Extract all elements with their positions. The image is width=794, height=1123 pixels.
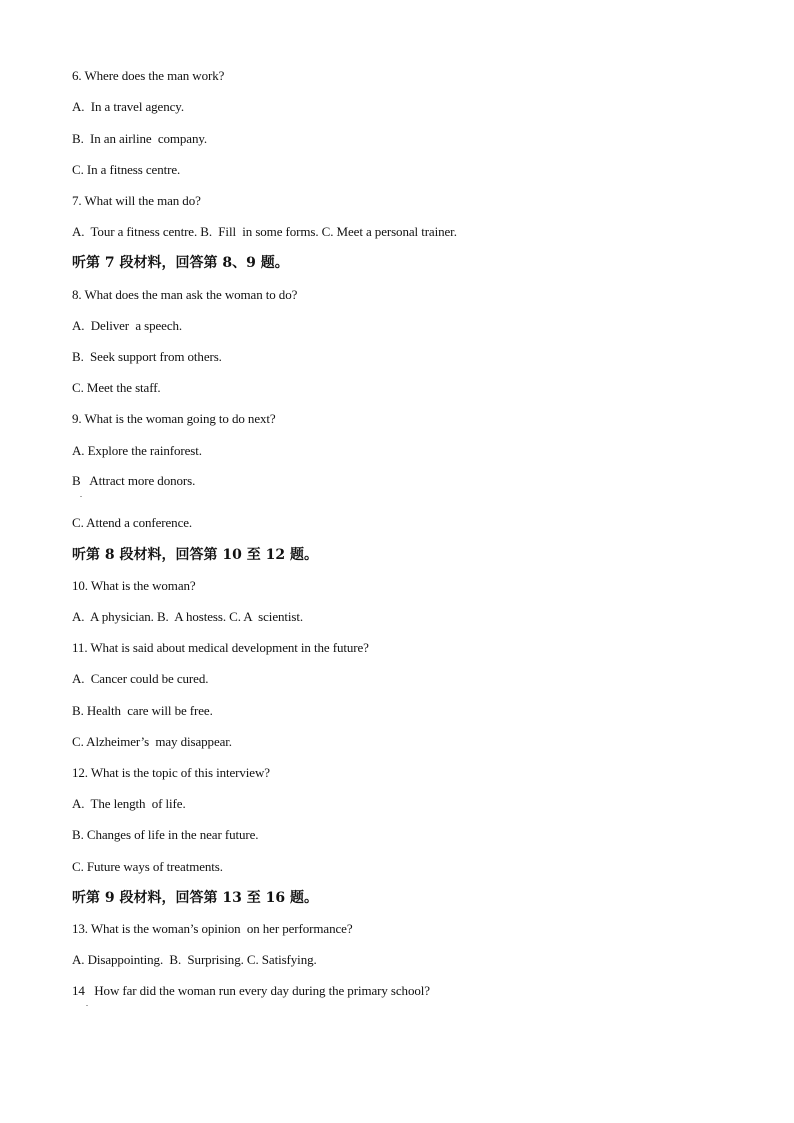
q8-option-b: B. Seek support from others. (72, 349, 222, 364)
q8-option-a: A. Deliver a speech. (72, 318, 183, 333)
q6-option-b: B. In an airline company. (72, 131, 208, 146)
question-8: 8. What does the man ask the woman to do? (72, 287, 298, 302)
q9-option-c: C. Attend a conference. (72, 515, 193, 530)
question-6: 6. Where does the man work? (72, 68, 225, 83)
q7-options: A. Tour a fitness centre. B. Fill in some forms. C. Meet a personal trainer. (72, 224, 457, 239)
q10-options: A. A physician. B. A hostess. C. A scientist. (72, 609, 304, 624)
question-7: 7. What will the man do? (72, 193, 201, 208)
question-13: 13. What is the woman’s opinion on her performance? (72, 921, 353, 936)
q11-option-b: B. Health care will be free. (72, 703, 213, 718)
q6-option-c: C. In a fitness centre. (72, 162, 181, 177)
q12-option-c: C. Future ways of treatments. (72, 859, 223, 874)
question-11: 11. What is said about medical development in the future? (72, 640, 369, 655)
q13-options: A. Disappointing. B. Surprising. C. Satisfying. (72, 952, 317, 967)
q11-option-c: C. Alzheimer’s may disappear. (72, 734, 232, 749)
q6-option-a: A. In a travel agency. (72, 99, 184, 114)
question-12: 12. What is the topic of this interview? (72, 765, 270, 780)
stray-dot-mark: . (80, 490, 82, 499)
question-9: 9. What is the woman going to do next? (72, 411, 276, 426)
q12-option-b: B. Changes of life in the near future. (72, 827, 259, 842)
q8-option-c: C. Meet the staff. (72, 380, 161, 395)
q9-option-b: B Attract more donors. (72, 473, 196, 488)
q11-option-a: A. Cancer could be cured. (72, 671, 209, 686)
section-heading-8: 听第 8 段材料，回答第 10 至 12 题。 (72, 547, 318, 563)
section-heading-9: 听第 9 段材料，回答第 13 至 16 题。 (72, 890, 318, 906)
section-heading-7: 听第 7 段材料，回答第 8、9 题。 (72, 255, 289, 271)
stray-dot-mark: . (86, 999, 88, 1008)
question-10: 10. What is the woman? (72, 578, 196, 593)
q9-option-a: A. Explore the rainforest. (72, 443, 202, 458)
question-14: 14 How far did the woman run every day during the primary school? (72, 983, 430, 998)
q12-option-a: A. The length of life. (72, 796, 186, 811)
